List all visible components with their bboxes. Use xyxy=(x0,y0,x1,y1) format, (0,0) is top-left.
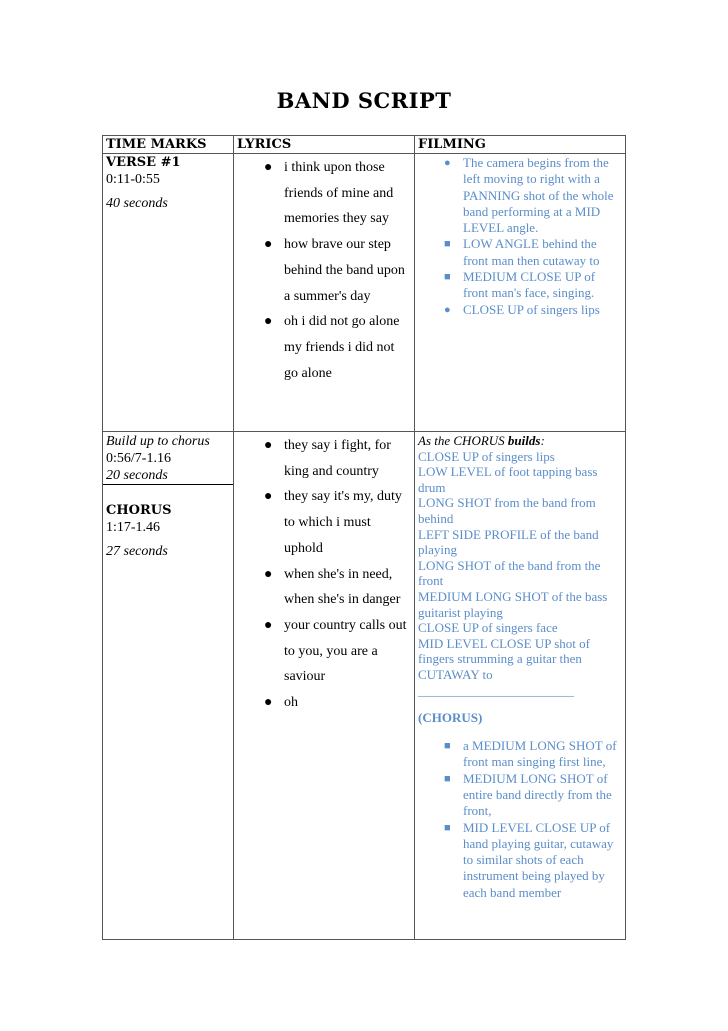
lyric-line: ● oh i did not go alone my friends i did not go alone xyxy=(237,309,411,386)
lyric-line: ● how brave our step behind the band upon a summer's day xyxy=(237,232,411,309)
lyric-line: ● they say i fight, for king and country xyxy=(237,433,411,484)
filming-item: ● CLOSE UP of singers lips xyxy=(444,301,600,317)
bullet-icon: ■ xyxy=(444,772,451,785)
verse-label: VERSE #1 xyxy=(106,155,181,170)
lyric-line: ● your country calls out to you, you are a saviour xyxy=(237,613,411,690)
header-lyrics: LYRICS xyxy=(234,136,415,154)
lyric-line: ● i think upon those friends of mine and memories they say xyxy=(237,155,411,232)
bullet-icon: ■ xyxy=(444,238,451,251)
lyric-line: ● they say it's my, duty to which i must uphold xyxy=(237,484,411,561)
filming-divider: ________________________ xyxy=(418,682,574,698)
chorus-lyrics-cell xyxy=(234,432,415,940)
bullet-icon: ● xyxy=(264,617,273,633)
filming-line: MEDIUM LONG SHOT of the bass guitarist playing xyxy=(418,588,608,620)
verse-filming-cell xyxy=(415,154,626,432)
bullet-icon: ● xyxy=(264,237,273,253)
chorus-duration: 27 seconds xyxy=(106,544,168,559)
filming-line: LONG SHOT from the band from behind xyxy=(418,495,596,526)
chorus-time: 1:17-1.46 xyxy=(106,520,161,535)
filming-line: LOW LEVEL of foot tapping bass drum xyxy=(418,464,598,495)
build-time: 0:56/7-1.16 xyxy=(106,451,171,466)
bullet-icon: ● xyxy=(264,438,273,453)
lyric-line: ● oh xyxy=(237,690,411,716)
bullet-icon: ■ xyxy=(444,271,451,284)
filming-line: CLOSE UP of singers face xyxy=(418,620,558,636)
filming-intro: As the CHORUS builds: xyxy=(418,433,545,448)
bullet-icon: ● xyxy=(444,157,451,169)
filming-item: ● The camera begins from the left moving to right with a PANNING shot of the whole band performing at a MID LEVEL angle. xyxy=(444,155,614,236)
header-time-marks: TIME MARKS xyxy=(103,136,234,154)
filming-item: ■ MID LEVEL CLOSE UP of hand playing guitar, cutaway to similar shots of each instrument being played by each band member xyxy=(444,819,614,900)
build-duration: 20 seconds xyxy=(103,467,233,485)
build-label: Build up to chorus xyxy=(106,434,210,449)
filming-line: CLOSE UP of singers lips xyxy=(418,448,555,464)
filming-line: LEFT SIDE PROFILE of the band playing xyxy=(418,526,599,558)
chorus-time-cell xyxy=(103,432,234,940)
verse-lyrics-cell xyxy=(234,154,415,432)
chorus-filming-heading: (CHORUS) xyxy=(418,710,483,726)
bullet-icon: ■ xyxy=(444,821,451,834)
bullet-icon: ● xyxy=(264,489,273,505)
verse-duration: 40 seconds xyxy=(106,196,168,211)
filming-line: LONG SHOT of the band from the front xyxy=(418,557,601,589)
filming-line: MID LEVEL CLOSE UP shot of fingers strumming a guitar then CUTAWAY to xyxy=(418,635,591,682)
bullet-icon: ● xyxy=(444,303,451,316)
bullet-icon: ● xyxy=(264,566,273,582)
filming-item: ■ MEDIUM LONG SHOT of entire band directly from the front, xyxy=(444,770,612,819)
header-row xyxy=(103,136,626,154)
filming-item: ■ LOW ANGLE behind the front man then cutaway to xyxy=(444,236,600,268)
bullet-icon: ■ xyxy=(444,740,451,753)
chorus-filming-cell xyxy=(415,432,626,940)
bullet-icon: ● xyxy=(264,314,273,330)
band-script-table xyxy=(102,135,626,940)
verse-row xyxy=(103,154,626,432)
header-filming: FILMING xyxy=(415,136,626,154)
lyric-line: ● when she's in need, when she's in danger xyxy=(237,562,411,613)
filming-item: ■ a MEDIUM LONG SHOT of front man singing first line, xyxy=(444,738,617,770)
chorus-row xyxy=(103,432,626,940)
bullet-icon: ● xyxy=(264,695,273,711)
bullet-icon: ● xyxy=(264,160,273,175)
verse-time-cell xyxy=(103,154,234,432)
page-title: BAND SCRIPT xyxy=(276,88,452,113)
chorus-label: CHORUS xyxy=(106,503,172,518)
filming-item: ■ MEDIUM CLOSE UP of front man's face, singing. xyxy=(444,269,596,301)
verse-time: 0:11-0:55 xyxy=(106,172,160,187)
